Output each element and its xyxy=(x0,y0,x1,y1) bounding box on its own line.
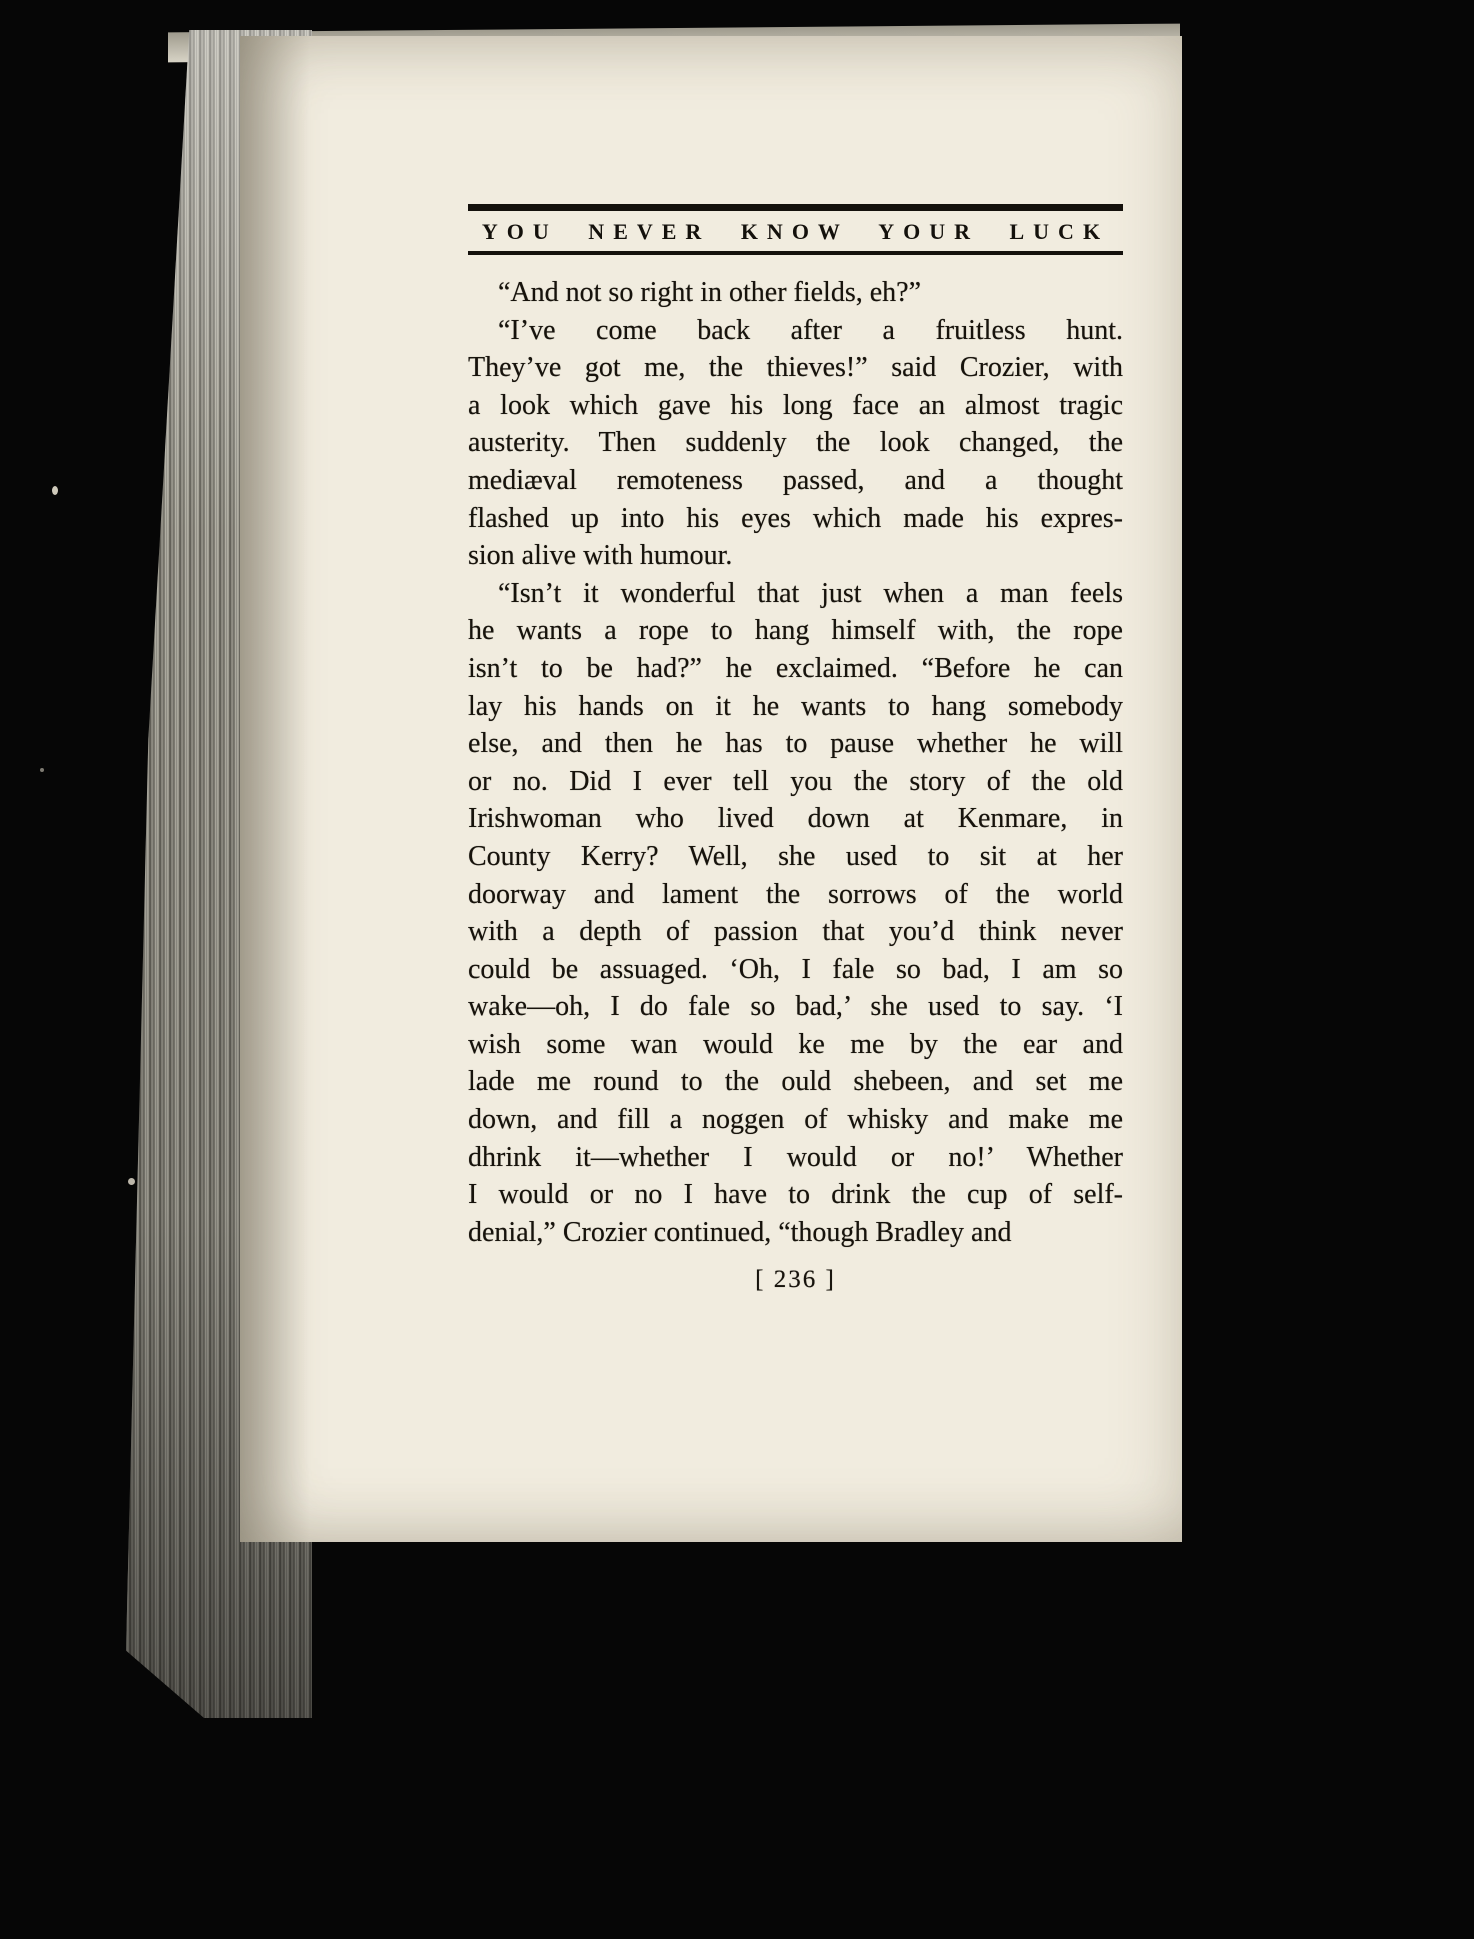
text-line: down, and fill a noggen of whisky and make me xyxy=(468,1104,1123,1136)
running-head: YOU NEVER KNOW YOUR LUCK xyxy=(481,219,1110,244)
text-line: a look which gave his long face an almost tragic xyxy=(468,389,1123,421)
text-line: They’ve got me, the thieves!” said Crozier, with xyxy=(468,352,1123,384)
text-line: “And not so right in other fields, eh?” xyxy=(498,277,922,308)
header-rule-top xyxy=(468,204,1123,211)
text-line: “Isn’t it wonderful that just when a man feels xyxy=(498,577,1123,609)
text-line: flashed up into his eyes which made his expres- xyxy=(468,502,1123,534)
text-line: denial,” Crozier continued, “though Bradley and xyxy=(468,1216,1012,1248)
text-line: could be assuaged. ‘Oh, I fale so bad, I am so xyxy=(468,953,1123,985)
text-line: County Kerry? Well, she used to sit at her xyxy=(468,840,1123,872)
text-line: dhrink it—whether I would or no!’ Whether xyxy=(468,1141,1123,1173)
text-line: doorway and lament the sorrows of the world xyxy=(468,878,1123,910)
dust-speck xyxy=(40,768,44,772)
text-line: austerity. Then suddenly the look changed, the xyxy=(468,427,1123,459)
text-line: mediæval remoteness passed, and a thought xyxy=(468,464,1123,496)
text-line: “I’ve come back after a fruitless hunt. xyxy=(498,314,1123,346)
text-line: or no. Did I ever tell you the story of the old xyxy=(468,765,1123,797)
text-line: wake—oh, I do fale so bad,’ she used to say. ‘I xyxy=(468,991,1123,1023)
text-column xyxy=(468,204,1123,1294)
text-line: lade me round to the ould shebeen, and set me xyxy=(468,1066,1123,1098)
text-line: Irishwoman who lived down at Kenmare, in xyxy=(468,803,1123,835)
header-rule-bottom xyxy=(468,251,1123,255)
dust-speck xyxy=(52,486,58,495)
page-number: [ 236 ] xyxy=(755,1266,836,1294)
text-line: I would or no I have to drink the cup of self- xyxy=(468,1179,1123,1211)
dust-speck xyxy=(128,1178,135,1185)
text-line: he wants a rope to hang himself with, the rope xyxy=(468,615,1123,647)
text-line: sion alive with humour. xyxy=(468,540,733,572)
text-line: else, and then he has to pause whether he will xyxy=(468,728,1123,760)
text-line: wish some wan would ke me by the ear and xyxy=(468,1028,1123,1060)
text-line: lay his hands on it he wants to hang somebody xyxy=(468,690,1123,722)
text-line: with a depth of passion that you’d think never xyxy=(468,916,1123,948)
book-page xyxy=(240,36,1182,1542)
text-line: isn’t to be had?” he exclaimed. “Before he can xyxy=(468,652,1123,684)
text-block xyxy=(468,274,1123,1251)
